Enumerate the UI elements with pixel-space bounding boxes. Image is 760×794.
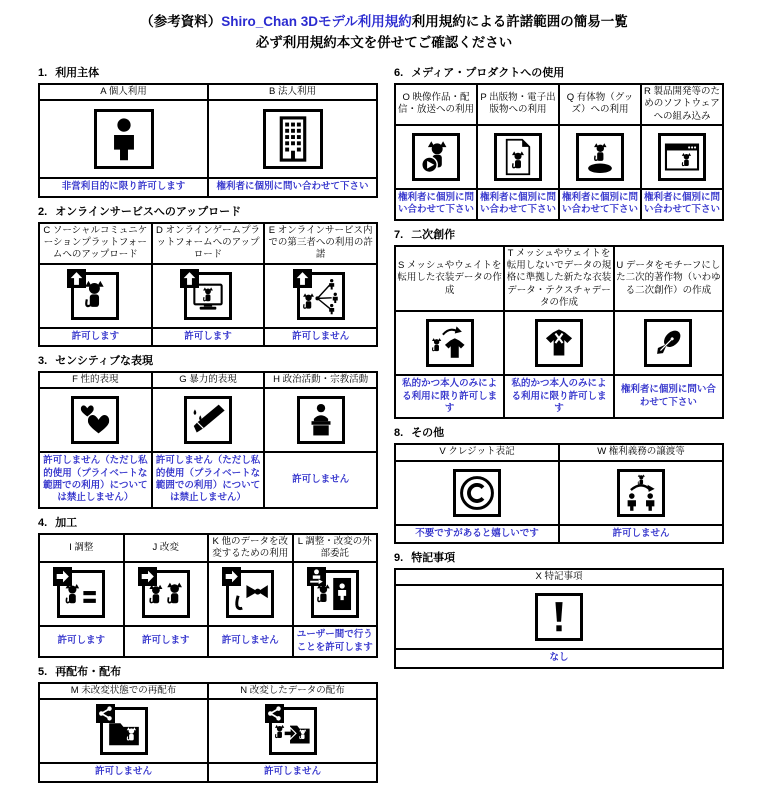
section-6-title: [394, 64, 724, 80]
share-badge-icon: [265, 704, 284, 723]
section-9-table: [394, 568, 724, 669]
header-cell-T: T メッシュやウェイトを転用しないでデータの規格に準拠した新たな衣装データ・テクスチャデータの作成: [504, 246, 613, 312]
section-4-processing: [38, 514, 378, 658]
modify-arrow-badge-icon: [222, 567, 241, 586]
icon-cell-K: [208, 562, 293, 626]
section-number: 8.: [394, 427, 404, 440]
outsource-cats-icon: [311, 570, 359, 618]
section-3-sensitive-expression: [38, 352, 378, 509]
icon-cell-F: [39, 388, 152, 452]
upload-cat-icon: [71, 272, 119, 320]
icon-cell-S: [395, 311, 504, 375]
result-cell-L: ユーザー間で行うことを許可します: [293, 626, 378, 657]
header-cell-M: M 未改変状態での再配布: [39, 683, 208, 699]
section-4-title: [38, 514, 378, 530]
header-cell-S: S メッシュやウェイトを転用した衣装データの作成: [395, 246, 504, 312]
section-8-other: [394, 424, 724, 544]
result-cell-U: 権利者に個別に問い合わせて下さい: [614, 375, 723, 418]
section-number: 4.: [38, 516, 48, 529]
section-label: センシティブな表現: [55, 354, 154, 367]
software-window-cat-icon: [658, 133, 706, 181]
section-3-table: [38, 371, 378, 509]
result-cell-N: 許可しません: [208, 763, 377, 781]
section-7-title: [394, 226, 724, 242]
header-cell-J: J 改変: [124, 534, 209, 563]
outsource-badge-icon: [307, 567, 326, 586]
result-cell-J: 許可します: [124, 626, 209, 657]
icon-cell-L: [293, 562, 378, 626]
result-cell-M: 許可しません: [39, 763, 208, 781]
mesh-reuse-costume-icon: [426, 319, 474, 367]
right-column: [394, 62, 724, 788]
header-cell-V: V クレジット表記: [395, 444, 559, 460]
section-2-online-upload: [38, 203, 378, 347]
person-icon: [94, 109, 154, 169]
section-5-redistribution: [38, 663, 378, 783]
section-label: 利用主体: [55, 66, 100, 79]
hearts-icon: [71, 396, 119, 444]
section-7-derivative-works: [394, 226, 724, 420]
section-7-table: [394, 245, 724, 420]
section-8-table: [394, 443, 724, 544]
result-cell-D: 許可します: [152, 328, 265, 346]
icon-cell-P: [477, 125, 559, 189]
upload-share-users-icon: [297, 272, 345, 320]
result-cell-C: 許可します: [39, 328, 152, 346]
section-1-table: [38, 83, 378, 198]
header-cell-B: B 法人利用: [208, 84, 377, 100]
icon-cell-A: [39, 100, 208, 178]
section-8-title: [394, 424, 724, 440]
header-cell-Q: Q 有体物（グッズ）への利用: [559, 84, 641, 125]
icon-cell-J: [124, 562, 209, 626]
icon-cell-H: [264, 388, 377, 452]
header-cell-O: O 映像作品・配信・放送への利用: [395, 84, 477, 125]
section-label: 加工: [55, 516, 78, 529]
section-6-table: [394, 83, 724, 221]
icon-cell-R: [641, 125, 723, 189]
icon-cell-I: [39, 562, 124, 626]
result-cell-B: 権利者に個別に問い合わせて下さい: [208, 178, 377, 196]
copyright-icon: [453, 469, 501, 517]
icon-cell-D: [152, 264, 265, 328]
result-cell-W: 許可しません: [559, 525, 723, 543]
icon-cell-G: [152, 388, 265, 452]
result-cell-H: 許可しません: [264, 452, 377, 507]
header-cell-F: F 性的表現: [39, 372, 152, 388]
icon-cell-N: [208, 699, 377, 763]
video-play-cat-icon: [412, 133, 460, 181]
section-1-title: [38, 64, 378, 80]
header-cell-N: N 改変したデータの配布: [208, 683, 377, 699]
header-cell-W: W 権利義務の譲渡等: [559, 444, 723, 460]
result-cell-O: 権利者に個別に問い合わせて下さい: [395, 189, 477, 220]
result-cell-K: 許可しません: [208, 626, 293, 657]
share-modified-data-icon: [269, 707, 317, 755]
section-label: オンラインサービスへのアップロード: [55, 205, 242, 218]
header-cell-X: X 特記事項: [395, 569, 723, 585]
section-number: 2.: [38, 205, 48, 218]
header-cell-A: A 個人利用: [39, 84, 208, 100]
modify-arrow-badge-icon: [53, 567, 72, 586]
result-cell-X: なし: [395, 649, 723, 667]
title-suffix: 利用規約による許諾範囲の簡易一覧: [411, 14, 628, 29]
header-cell-L: L 調整・改変の外部委託: [293, 534, 378, 563]
upload-game-monitor-cat-icon: [184, 272, 232, 320]
share-badge-icon: [96, 704, 115, 723]
result-cell-Q: 権利者に個別に問い合わせて下さい: [559, 189, 641, 220]
upload-badge-icon: [67, 269, 86, 288]
section-2-title: [38, 203, 378, 219]
header-cell-U: U データをモチーフにした二次的著作物（いわゆる二次創作）の作成: [614, 246, 723, 312]
section-3-title: [38, 352, 378, 368]
result-cell-F: 許可しません（ただし私的使用（プライベートな範囲での利用）については禁止しません）: [39, 452, 152, 507]
header-cell-D: D オンラインゲームプラットフォームへのアップロード: [152, 223, 265, 264]
section-label: その他: [411, 427, 445, 440]
upload-badge-icon: [293, 269, 312, 288]
section-number: 1.: [38, 66, 48, 79]
section-number: 3.: [38, 354, 48, 367]
section-number: 5.: [38, 666, 48, 678]
header-cell-P: P 出版物・電子出版物への利用: [477, 84, 559, 125]
result-cell-S: 私的かつ本人のみによる利用に限り許可します: [395, 375, 504, 418]
icon-cell-T: [504, 311, 613, 375]
result-cell-I: 許可します: [39, 626, 124, 657]
result-cell-T: 私的かつ本人のみによる利用に限り許可します: [504, 375, 613, 418]
left-column: [38, 62, 378, 788]
section-5-table: [38, 682, 378, 783]
goods-figurine-cat-icon: [576, 133, 624, 181]
header-cell-I: I 調整: [39, 534, 124, 563]
upload-badge-icon: [180, 269, 199, 288]
section-2-table: [38, 222, 378, 347]
share-folder-cat-icon: [100, 707, 148, 755]
podium-speaker-icon: [297, 396, 345, 444]
building-icon: [263, 109, 323, 169]
subtitle: 必ず利用規約本文を併せてご確認ください: [255, 34, 513, 50]
icon-cell-W: [559, 461, 723, 525]
icon-cell-M: [39, 699, 208, 763]
result-cell-R: 権利者に個別に問い合わせて下さい: [641, 189, 723, 220]
section-number: 6.: [394, 66, 404, 79]
section-9-special-notes: [394, 549, 724, 669]
header-cell-R: R 製品開発等のためのソフトウェアへの組み込み: [641, 84, 723, 125]
section-label: 二次創作: [411, 228, 456, 241]
modify-arrow-badge-icon: [138, 567, 157, 586]
modify-two-cats-icon: [142, 570, 190, 618]
header-cell-H: H 政治活動・宗教活動: [264, 372, 377, 388]
page-title: [38, 12, 730, 54]
pen-nib-icon: [644, 319, 692, 367]
section-1-usage-subject: [38, 64, 378, 198]
icon-cell-U: [614, 311, 723, 375]
adjust-cat-equals-icon: [57, 570, 105, 618]
header-cell-C: C ソーシャルコミュニケーションプラットフォームへのアップロード: [39, 223, 152, 264]
result-cell-P: 権利者に個別に問い合わせて下さい: [477, 189, 559, 220]
section-label: メディア・プロダクトへの使用: [411, 66, 565, 79]
section-9-title: [394, 549, 724, 565]
icon-cell-C: [39, 264, 152, 328]
rights-transfer-people-cat-icon: [617, 469, 665, 517]
section-label: 再配布・配布: [55, 666, 122, 678]
costume-shirt-icon: [535, 319, 583, 367]
section-6-media-product-use: [394, 64, 724, 221]
header-cell-G: G 暴力的表現: [152, 372, 265, 388]
icon-cell-O: [395, 125, 477, 189]
knife-blood-icon: [184, 396, 232, 444]
icon-cell-Q: [559, 125, 641, 189]
title-prefix: （参考資料）: [140, 14, 222, 29]
terms-of-use-link[interactable]: Shiro_Chan 3Dモデル利用規約: [221, 14, 412, 29]
icon-cell-X: [395, 585, 723, 649]
result-cell-G: 許可しません（ただし私的使用（プライベートな範囲での利用）については禁止しません）: [152, 452, 265, 507]
icon-cell-V: [395, 461, 559, 525]
icon-cell-B: [208, 100, 377, 178]
result-cell-E: 許可しません: [264, 328, 377, 346]
section-number: 9.: [394, 552, 404, 564]
result-cell-A: 非営利目的に限り許可します: [39, 178, 208, 196]
exclamation-icon: [535, 593, 583, 641]
header-cell-K: K 他のデータを改変するための利用: [208, 534, 293, 563]
result-cell-V: 不要ですがあると嬉しいです: [395, 525, 559, 543]
icon-cell-E: [264, 264, 377, 328]
header-cell-E: E オンラインサービス内での第三者への利用の許諾: [264, 223, 377, 264]
two-column-layout: [38, 62, 730, 788]
section-5-title: [38, 663, 378, 679]
section-4-table: [38, 533, 378, 658]
section-number: 7.: [394, 228, 404, 241]
section-label: 特記事項: [411, 552, 456, 564]
publication-cat-icon: [494, 133, 542, 181]
modify-other-data-icon: [226, 570, 274, 618]
